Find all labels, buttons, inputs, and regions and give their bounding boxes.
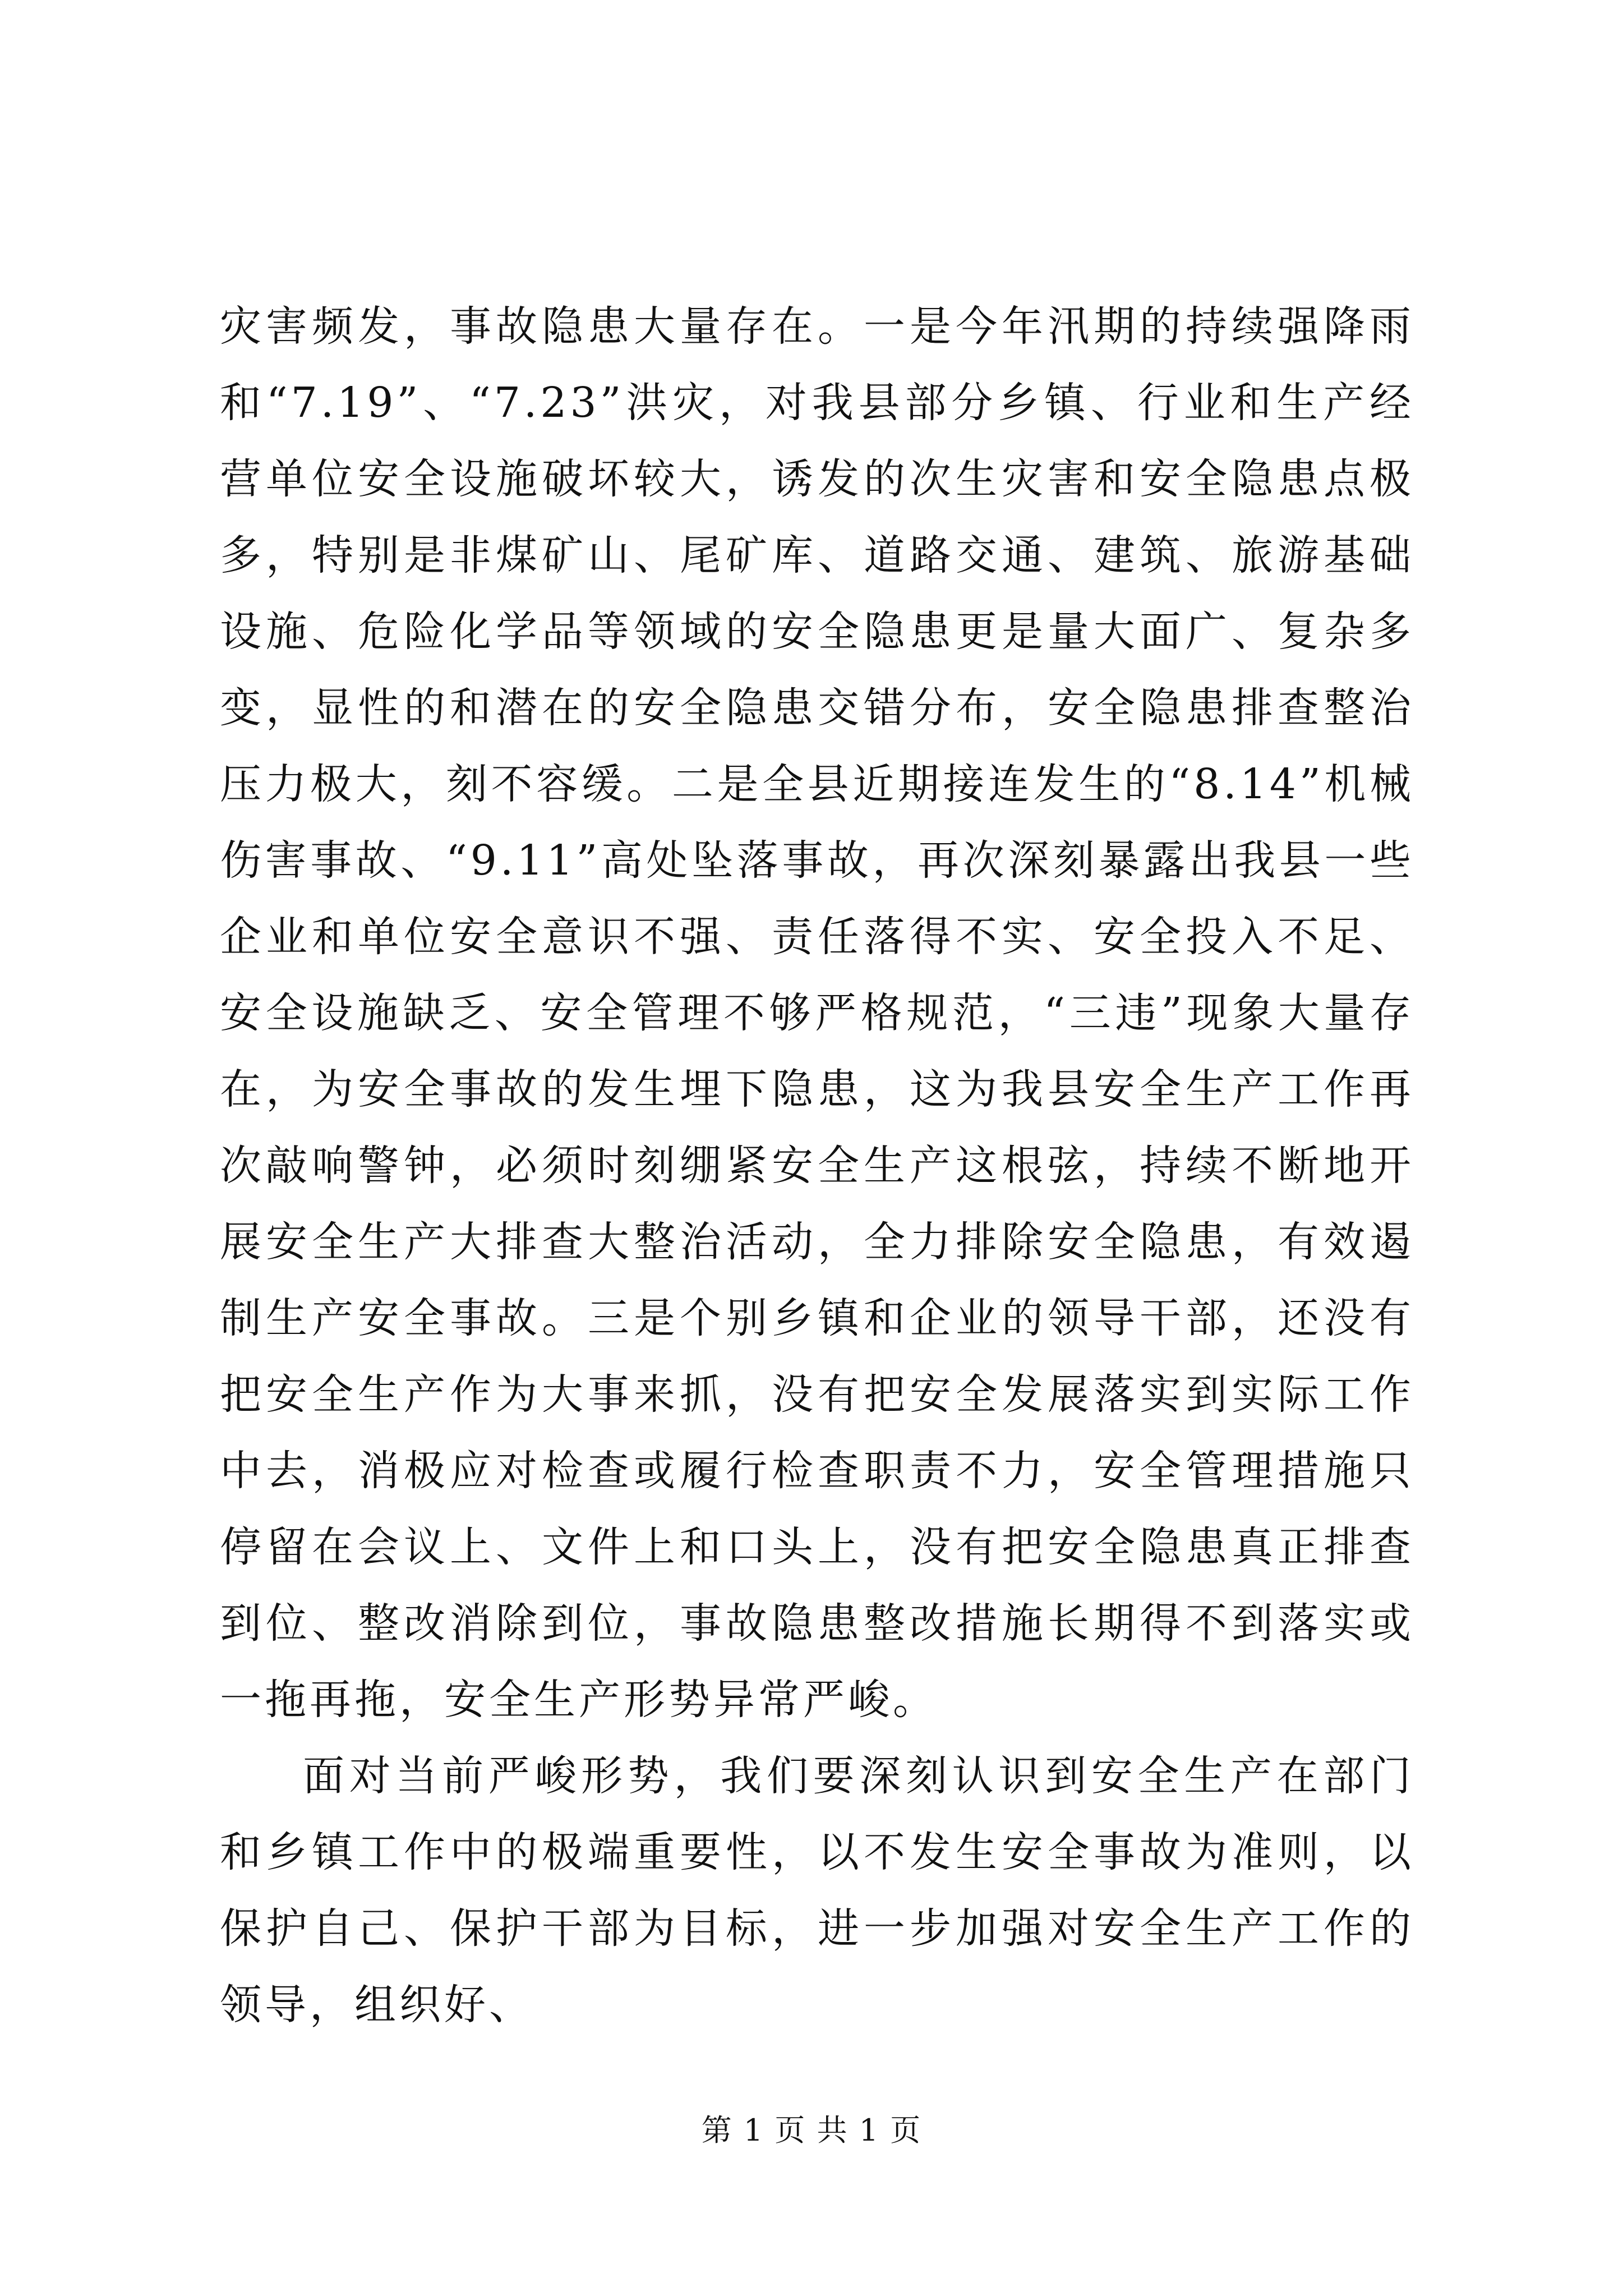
document-body xyxy=(220,288,1414,2043)
paragraph: 面对当前严峻形势，我们要深刻认识到安全生产在部门和乡镇工作中的极端重要性，以不发生安全事故为准则，以保护自己、保护干部为目标，进一步加强对安全生产工作的领导，组织好、 xyxy=(220,1752,1414,2029)
page-footer: 第 1 页 共 1 页 xyxy=(701,2113,922,2148)
paragraph-continuation: 灾害频发，事故隐患大量存在。一是今年汛期的持续强降雨和“7.19”、“7.23”洪灾，对我县部分乡镇、行业和生产经营单位安全设施破坏较大，诱发的次生灾害和安全隐患点极多，特别是非煤矿山、尾矿库、道路交通、建筑、旅游基础设施、危险化学品等领域的安全隐患更是量大面广、复杂多变，显性的和潜在的安全隐患交错分布，安全隐患排查整治压力极大，刻不容缓。二是全县近期接连发生的“8.14”机械伤害事故、“9.11”高处坠落事故，再次深刻暴露出我县一些企业和单位安全意识不强、责任落得不实、安全投入不足、安全设施缺乏、安全管理不够严格规范，“三违”现象大量存在，为安全事故的发生埋下隐患，这为我县安全生产工作再次敲响警钟，必须时刻绷紧安全生产这根弦，持续不断地开展安全生产大排查大整治活动，全力排除安全隐患，有效遏制生产安全事故。三是个别乡镇和企业的领导干部，还没有把安全生产作为大事来抓，没有把安全发展落实到实际工作中去，消极应对检查或履行检查职责不力，安全管理措施只停留在会议上、文件上和口头上，没有把安全隐患真正排查到位、整改消除到位，事故隐患整改措施长期得不到落实或一拖再拖，安全生产形势异常严峻。 xyxy=(220,302,1414,1724)
